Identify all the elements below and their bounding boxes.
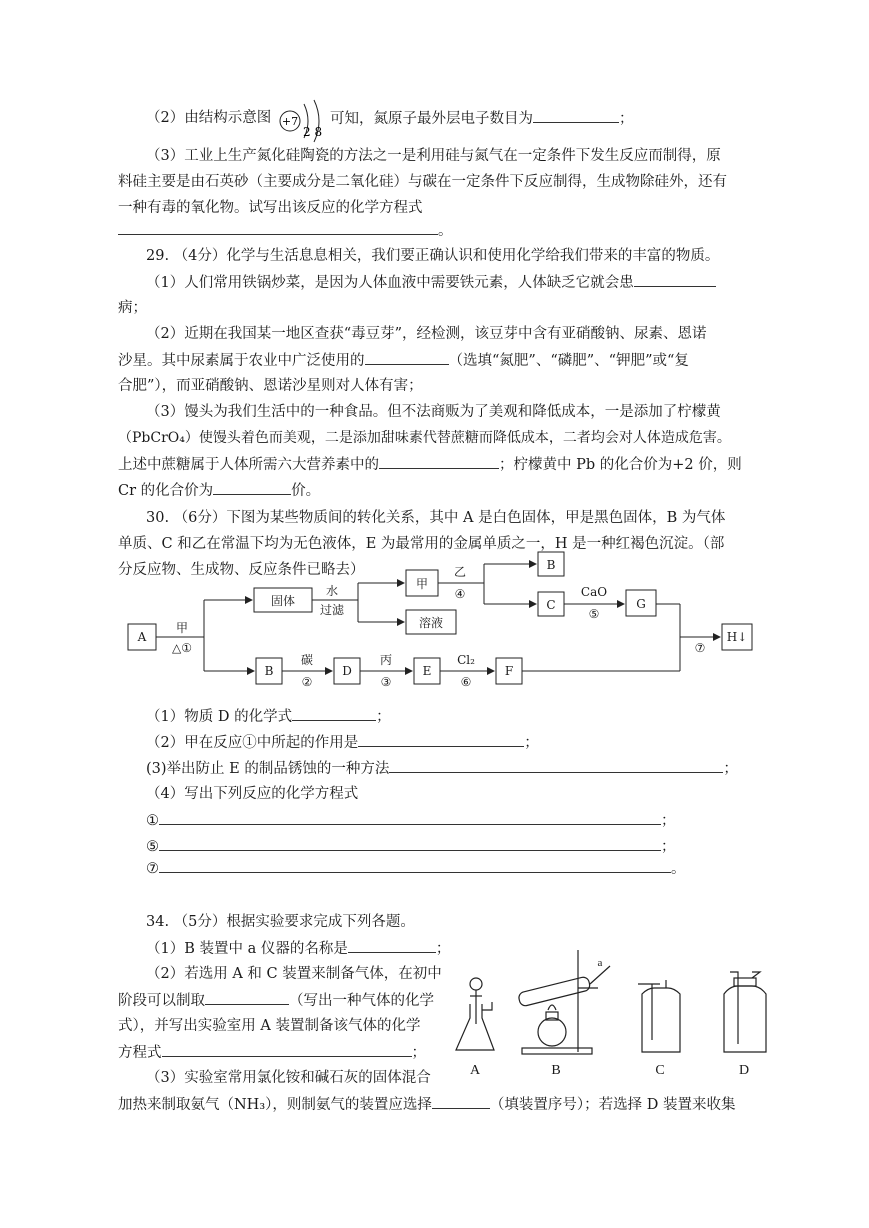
atom-shells-label: 2 8 [303,125,323,139]
q30-transformation-diagram [120,548,760,698]
blank-q29-3[interactable] [379,454,499,469]
arrow-yi: 乙 [453,565,467,579]
apparatus-label-C: C [655,1063,665,1078]
arrow5-num: ⑤ [588,607,600,621]
blank-q30-3[interactable] [389,758,723,773]
q29-p1: （1）人们常用铁锅炒菜，是因为人体血液中需要铁元素，人体缺乏它就会患 [146,272,716,293]
apparatus-B [518,950,610,1054]
arrow-filter: 过滤 [319,603,345,617]
q28-p3-line3: 一种有毒的氧化物。试写出该反应的化学方程式 [118,200,423,216]
apparatus-label-a: a [597,957,603,969]
q29-p1-line2: 病； [118,300,147,316]
arrow-cao: CaO [580,585,608,599]
label-jia: 甲 [415,577,429,591]
label-H: H↓ [726,630,748,644]
lab-apparatus-figure [448,944,778,1084]
q34-s2-line2: 阶段可以制取 （写出一种气体的化学 [118,990,434,1011]
arrow-cl2: Cl₂ [457,653,475,667]
q30-eq7: ⑦ 。 [146,858,686,879]
blank-q30-1[interactable] [292,706,376,721]
q34-s2-line4: 方程式 ； [118,1042,426,1063]
blank-q30-2[interactable] [358,732,524,747]
arrow2-num: ② [301,675,313,689]
q30-s3: (3)举出防止 E 的制品锈蚀的一种方法 ； [146,758,738,779]
label-C: C [546,598,556,612]
label-A: A [137,630,147,644]
blank-q30-eq7[interactable] [159,858,671,873]
atom-nucleus-label: +7 [281,115,299,128]
q29-p3-line3: 上述中蔗糖属于人体所需六大营养素中的 ；柠檬黄中 Pb 的化合价为+2 价，则 [118,454,742,475]
apparatus-C [638,980,680,1052]
apparatus-A [456,978,494,1050]
arrow1-bottom: △① [172,641,192,655]
label-G: G [636,597,646,611]
blank-q30-eq1[interactable] [159,810,661,825]
q28-p2-pre: （2）由结构示意图 [146,110,272,126]
q29-p3-line2: （PbCrO₄）使馒头着色而美观，二是添加甜味素代替蔗糖而降低成本，二者均会对人体造成危害。 [118,430,731,446]
blank-q29-4[interactable] [213,480,291,495]
q29-p3-line1: （3）馒头为我们生活中的一种食品。但不法商贩为了美观和降低成本，一是添加了柠檬黄 [146,404,721,420]
label-solution: 溶液 [418,616,444,630]
q30-title-line1: 30. （6分）下图为某些物质间的转化关系，其中 A 是白色固体，甲是黑色固体，B 为气体 [146,510,726,526]
blank-q34-1[interactable] [348,938,436,953]
arrow6-num: ⑥ [460,675,472,689]
q30-title-line3: 分反应物、生成物、反应条件已略去） [118,562,365,578]
q34-s1: （1）B 装置中 a 仪器的名称是 ； [146,938,450,959]
blank-q34-3[interactable] [162,1042,412,1057]
q34-s3-line1: （3）实验室常用氯化铵和碱石灰的固体混合 [146,1070,431,1086]
label-B-top: B [546,558,556,572]
q30-s4: （4）写出下列反应的化学方程式 [146,786,359,802]
label-solid: 固体 [270,594,296,608]
arrow1-top: 甲 [175,621,189,635]
q29-p3-line4: Cr 的化合价为 价。 [118,480,320,501]
blank-q30-eq5[interactable] [159,836,661,851]
q29-p2-line1: （2）近期在我国某一地区查获“毒豆芽”，经检测，该豆芽中含有亚硝酸钠、尿素、恩诺 [146,326,707,342]
q30-eq1: ① ； [146,810,676,831]
arrow3-num: ③ [380,675,392,689]
q28-p3-answer: 。 [118,220,453,241]
q29-p2-line3: 合肥”），而亚硝酸钠、恩诺沙星则对人体有害； [118,378,423,394]
arrow4-num: ④ [454,587,466,601]
q28-p3-line2: 料硅主要是由石英砂（主要成分是二氧化硅）与碳在一定条件下反应制得，生成物除硅外，还有 [118,174,727,190]
apparatus-D [724,972,766,1052]
q29-title: 29. （4分）化学与生活息息相关，我们要正确认识和使用化学给我们带来的丰富的物质。 [146,248,720,264]
nitrogen-atom-structure-diagram [276,98,326,144]
blank-q29-1[interactable] [634,272,716,287]
blank-q28-2[interactable] [533,108,619,123]
q30-eq5: ⑤ ； [146,836,676,857]
q30-s2: （2）甲在反应①中所起的作用是 ； [146,732,539,753]
label-F: F [504,664,514,678]
arrow-bing: 丙 [379,653,393,667]
q34-s2-line1: （2）若选用 A 和 C 装置来制备气体，在初中 [146,966,442,982]
q29-p2-line2: 沙星。其中尿素属于农业中广泛使用的 （选填“氮肥”、“磷肥”、“钾肥”或“复 [118,350,689,371]
blank-q29-2[interactable] [365,350,449,365]
arrow-carbon: 碳 [300,653,314,667]
label-B: B [264,664,274,678]
apparatus-label-A: A [469,1063,481,1078]
blank-q28-3[interactable] [118,220,438,235]
q30-title-line2: 单质、C 和乙在常温下均为无色液体，E 为最常用的金属单质之一，H 是一种红褐色沉淀。（部 [118,536,725,552]
apparatus-label-D: D [738,1063,750,1078]
blank-q34-4[interactable] [432,1094,490,1109]
label-E: E [422,664,432,678]
q28-p2-post: 可知，氮原子最外层电子数目为 ； [330,108,634,129]
q28-p3-line1: （3）工业上生产氮化硅陶瓷的方法之一是利用硅与氮气在一定条件下发生反应而制得，原 [146,148,721,164]
blank-q34-2[interactable] [205,990,289,1005]
q30-s1: （1）物质 D 的化学式 ； [146,706,391,727]
label-D: D [342,664,352,678]
q34-s2-line3: 式），并写出实验室用 A 装置制备该气体的化学 [118,1018,421,1034]
apparatus-label-B: B [551,1063,561,1078]
q34-title: 34. （5分）根据实验要求完成下列各题。 [146,914,415,930]
q28-p2 [146,108,271,128]
q34-s3-line2: 加热来制取氨气（NH₃），则制氨气的装置应选择 （填装置序号）；若选择 D 装置来收集 [118,1094,736,1115]
arrow-water: 水 [325,584,339,598]
arrow7-num: ⑦ [694,641,706,655]
